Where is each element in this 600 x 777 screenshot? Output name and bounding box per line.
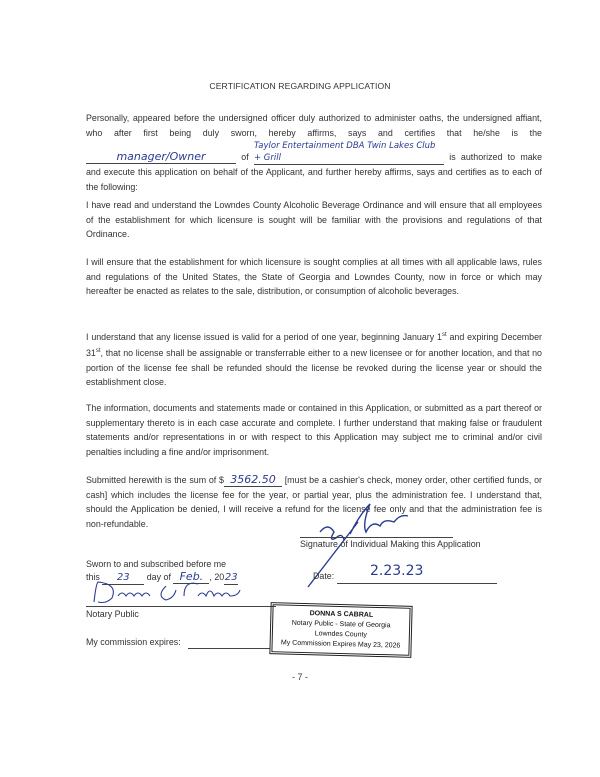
stamp-line4: My Commission Expires May 23, 2026 <box>280 639 401 650</box>
paragraph-ordinance: I have read and understand the Lowndes County Alcoholic Beverage Ordinance and will ensure that all employees of the establishment for which licensure is sought will be familiar with the provisions and regulations of that Ordinance. <box>86 200 542 239</box>
date-line <box>337 583 497 584</box>
commission-label: My commission expires: <box>86 637 181 647</box>
stamp-line2: Notary Public - State of Georgia <box>291 619 391 630</box>
paragraph-compliance: I will ensure that the establishment for which licensure is sought complies at all times with all applicable laws, rules and regulations of the United States, the State of Georgia and Lowndes County, now in force or which may hereafter be enacted as relates to the sale, distribution, or consumption of alcoholic beverages. <box>86 257 542 296</box>
sup-st-2: st <box>95 348 101 355</box>
stamp-line3: Lowndes County <box>314 630 368 639</box>
paragraph-license-term <box>86 328 542 390</box>
term-text-3: , that no license shall be assignable or transferrable either to a new licensee or for another location, and that no portion of the license fee shall be refunded should the license be revoked during the license year or should the establishment close. <box>86 348 542 388</box>
affiant-text: Personally, appeared before the undersigned officer duly authorized to administer oaths, the undersigned affiant, who after first being duly sworn, hereby affirms, says and certifies that he/she is the <box>86 113 542 138</box>
notary-stamp <box>269 602 412 658</box>
paragraph-affiant <box>86 111 542 194</box>
date-value: 2.23.23 <box>370 563 424 579</box>
of-text: of <box>241 152 249 162</box>
amount-field: 3562.50 <box>224 474 282 487</box>
this-text: this <box>86 572 100 582</box>
date-label: Date: <box>313 571 335 581</box>
day-of-text: day of <box>146 572 171 582</box>
notary-line <box>86 606 276 607</box>
page-number: - 7 - <box>292 672 308 682</box>
month-field: Feb. <box>173 571 209 584</box>
payment-text-2: [must be a cashier's check, money order, other certified funds, or cash] which includes the license fee for the year, or partial year, plus the administration fee. I understand that, should the Application be denied, I will receive a refund for the license fee only and that the administration fee is non-refundable. <box>86 475 542 529</box>
entity-field: Taylor Entertainment DBA Twin Lakes Club + Grill <box>254 140 444 165</box>
notary-label: Notary Public <box>86 609 139 619</box>
affiant-text-cont: is authorized to make and execute this application on behalf of the Applicant, and further hereby affirms, says and certifies as to each of the following: <box>86 152 543 192</box>
signature-label: Signature of Individual Making this Application <box>300 539 481 549</box>
document-title: CERTIFICATION REGARDING APPLICATION <box>209 81 391 91</box>
sworn-label: Sworn to and subscribed before me <box>86 559 227 569</box>
sup-st: st <box>441 332 447 338</box>
term-text: I understand that any license issued is valid for a period of one year, beginning January 1 <box>86 331 442 342</box>
notary-signature <box>88 578 268 606</box>
year-prefix: , 20 <box>209 572 225 582</box>
day-field: 23 <box>102 572 144 585</box>
role-field: manager/Owner <box>86 151 236 164</box>
stamp-name: DONNA S CABRAL <box>309 610 374 619</box>
year-field: 23 <box>224 572 238 583</box>
paragraph-accuracy: The information, documents and statements made or contained in this Application, or submitted as a part thereof or supplementary thereto is in each case accurate and complete. I further understand that making false or fraudulent statements and/or representations in or with respect to this Application may subject me to criminal and/or civil penalties including a fine and/or imprisonment. <box>86 403 542 457</box>
payment-text: Submitted herewith is the sum of $ <box>86 475 224 485</box>
commission-line <box>188 648 270 649</box>
signature-line <box>300 537 453 538</box>
term-text-2: and expiring December 31 <box>86 331 542 359</box>
